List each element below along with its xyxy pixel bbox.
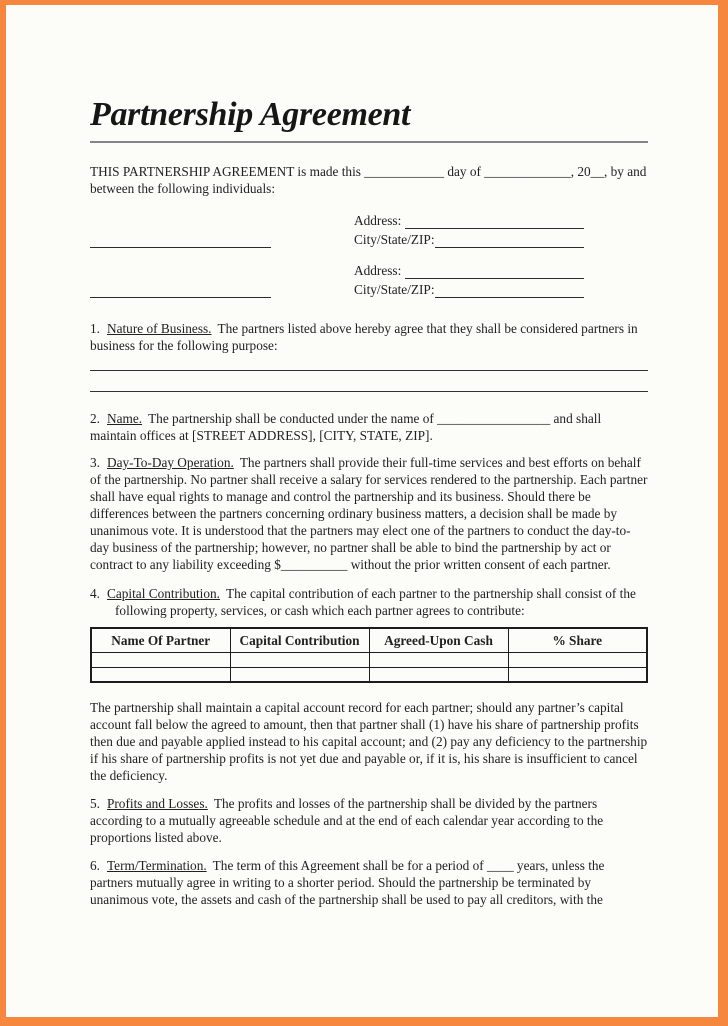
section-number: 5. — [90, 796, 100, 811]
address-row — [354, 210, 584, 229]
table-cell — [91, 652, 230, 667]
section-capital-contribution — [90, 585, 648, 619]
section-number: 1. — [90, 321, 100, 336]
partner-block-1 — [90, 210, 648, 248]
city-state-zip-row — [354, 279, 584, 298]
city-state-zip-fill-line — [435, 284, 584, 298]
capital-contribution-table — [90, 627, 648, 683]
col-header-capital-contribution: Capital Contribution — [230, 628, 369, 652]
section-body: The partnership shall be conducted under the name of _________________ and shall maintain offices at [STREET ADDRESS], [CITY, STATE, ZIP]. — [90, 411, 602, 443]
address-fill-line — [405, 215, 584, 229]
document-page — [6, 5, 718, 1017]
section-body: The partners listed above hereby agree that they shall be considered partners in business for the following purpose: — [90, 321, 638, 353]
section-number: 6. — [90, 858, 100, 873]
intro-paragraph: THIS PARTNERSHIP AGREEMENT is made this ____________ day of _____________, 20__, by and between the following individuals: — [90, 164, 647, 196]
address-row — [354, 260, 584, 279]
col-header-agreed-upon-cash: Agreed-Upon Cash — [369, 628, 508, 652]
table-cell — [91, 667, 230, 682]
section-heading: Name. — [106, 411, 143, 426]
section-name — [90, 410, 648, 444]
city-state-zip-row — [354, 229, 584, 248]
table-empty-row — [91, 667, 647, 682]
purpose-fill-lines — [90, 354, 648, 392]
table-cell — [369, 652, 508, 667]
section-nature-of-business — [90, 320, 648, 354]
city-state-zip-label: City/State/ZIP: — [354, 282, 435, 297]
section-heading: Nature of Business. — [106, 321, 212, 336]
city-state-zip-label: City/State/ZIP: — [354, 232, 435, 247]
partner-block-2 — [90, 260, 648, 298]
col-header-name-of-partner: Name Of Partner — [91, 628, 230, 652]
address-label: Address: — [354, 263, 402, 278]
section-heading: Capital Contribution. — [106, 586, 221, 601]
table-header-row — [91, 628, 647, 652]
purpose-fill-line-2 — [90, 371, 648, 392]
title-rule — [90, 141, 648, 143]
section-body: The profits and losses of the partnership shall be divided by the partners according to a mutually agreeable schedule and at the end of each calendar year according to the proportions listed above. — [90, 796, 604, 845]
document-title: Partnership Agreement — [90, 96, 411, 133]
section-number: 4. — [90, 586, 100, 601]
section-term-termination — [90, 857, 648, 908]
section-body: The capital contribution of each partner to the partnership shall consist of the following property, services, or cash which each partner agrees to contribute: — [115, 586, 636, 618]
address-fill-line — [405, 265, 584, 279]
city-state-zip-fill-line — [435, 234, 584, 248]
table-cell — [369, 667, 508, 682]
address-label: Address: — [354, 213, 402, 228]
section-heading: Profits and Losses. — [106, 796, 208, 811]
partner-info-area — [90, 210, 648, 298]
col-header-percent-share: % Share — [508, 628, 647, 652]
section-heading: Day-To-Day Operation. — [106, 455, 234, 470]
partner-name-fill-line — [90, 232, 271, 248]
table-cell — [230, 652, 369, 667]
section-day-to-day-operation — [90, 454, 648, 573]
section-profits-and-losses — [90, 795, 648, 846]
table-cell — [508, 652, 647, 667]
table-cell — [230, 667, 369, 682]
partner-name-fill-line — [90, 282, 271, 298]
table-cell — [508, 667, 647, 682]
section-heading: Term/Termination. — [106, 858, 207, 873]
section-body: The partners shall provide their full-time services and best efforts on behalf of the partnership. No partner shall receive a salary for services rendered to the partnership. Each partner shall have equal rights to manage and control the partnership and its business. Should there be differences between the partners concerning ordinary business matters, a decision shall be made by unanimous vote. It is understood that the partners may elect one of the partners to conduct the day-to-day business of the partnership; however, no partner shall be able to bind the partnership by act or contract to any liability exceeding $__________ without the prior written consent of each partner. — [90, 455, 648, 572]
capital-account-paragraph: The partnership shall maintain a capital account record for each partner; should any partner’s capital account fall below the agreed to amount, then that partner shall (1) have his share of partnership profits then due and payable applied instead to his capital account; and (2) pay any deficiency to the partnership if his share of partnership profits is not yet due and payable or, if it is, his share is insufficient to cancel the deficiency. — [90, 700, 648, 783]
purpose-fill-line-1 — [90, 354, 648, 371]
table-empty-row — [91, 652, 647, 667]
section-number: 3. — [90, 455, 100, 470]
section-number: 2. — [90, 411, 100, 426]
section-body: The term of this Agreement shall be for a period of ____ years, unless the partners mutually agree in writing to a shorter period. Should the partnership be terminated by unanimous vote, the assets and cash of the partnership shall be used to pay all creditors, with the — [90, 858, 605, 907]
